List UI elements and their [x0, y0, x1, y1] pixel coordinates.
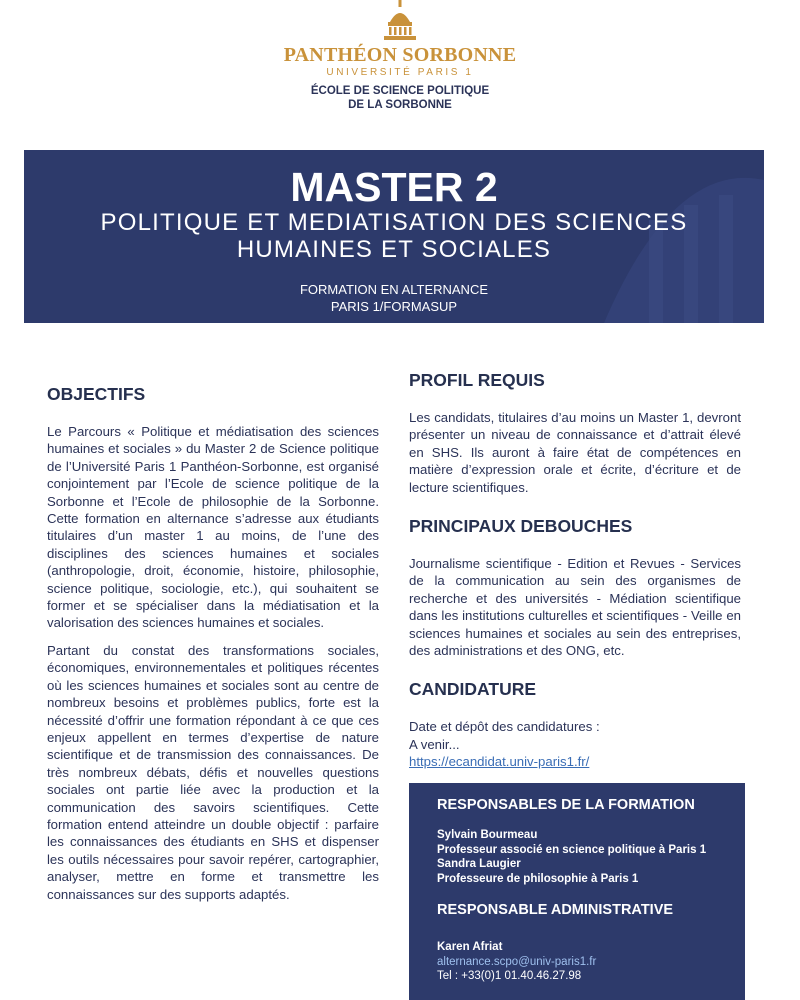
debouches-text: Journalisme scientifique - Edition et Revues - Services de la communication au sein des organismes de recherche et des universités - Médiation scientifique dans les institutions culturelles et scientifiques - Veille en sciences humaines et sociales au sein des entreprises, des administrations et des ONG, etc. [409, 556, 741, 659]
admin-email-link[interactable]: alternance.scpo@univ-paris1.fr [437, 955, 597, 968]
pantheon-dome-icon [376, 0, 424, 44]
profil-section [409, 370, 741, 496]
responsables-box [409, 783, 745, 1000]
candidature-heading: CANDIDATURE [409, 679, 537, 700]
school-name-line2: DE LA SORBONNE [348, 99, 452, 111]
banner-subtitle-line1: POLITIQUE ET MEDIATISATION DES SCIENCES [100, 209, 688, 236]
profil-heading: PROFIL REQUIS [409, 370, 545, 390]
banner-formation-line2: PARIS 1/FORMASUP [330, 299, 458, 314]
objectifs-paragraph-2: Partant du constat des transformations sociales, économiques, environnementales et politiques récentes où les sciences humaines et sociales sont au centre de nombreux besoins et problèmes publics, forte est la nécessité d’offrir une formation répondant à ce que ces enjeux appellent en termes d’expertise de nature scientifique et de transmission des connaissances. De très nombreux débats, défis et nouvelles questions sociales ont partie liée avec la production et la communication des savoirs scientifiques. Cette formation entend atteindre un double objectif : parfaire les connaissances des étudiants en SHS et dispenser les outils nécessaires pour savoir repérer, cartographier, analyser, mettre en forme et transmettre les connaissances sur des supports adaptés. [47, 642, 379, 902]
objectifs-heading: OBJECTIFS [47, 384, 146, 404]
banner-title: MASTER 2 [290, 164, 498, 210]
university-subtitle: UNIVERSITÉ PARIS 1 [326, 67, 474, 78]
person1-name: Sylvain Bourmeau [437, 829, 538, 841]
responsables-heading: RESPONSABLES DE LA FORMATION [437, 797, 695, 813]
profil-text: Les candidats, titulaires d’au moins un Master 1, devront présenter un niveau de connaissance et d’attrait élevé en SHS. Ils auront à faire état de compétences en matière d’expression orale et écrite, d’écriture et de lecture scientifiques. [409, 410, 741, 495]
right-column [409, 370, 741, 791]
objectifs-paragraph-1: Le Parcours « Politique et médiatisation des sciences humaines et sociales » du Master 2 de Science politique de l’Université Paris 1 Panthéon-Sorbonne, est organisé conjointement par l’Ecole de science politique de la Sorbonne et l’Ecole de philosophie de la Sorbonne. Cette formation en alternance s’adresse aux étudiants titulaires d’un master 1 au moins, de l’une des disciplines des sciences humaines et sociales (anthropologie, droit, économie, histoire, philosophie, science politique, sociologie, etc.), qui souhaitent se former et se spécialiser dans la médiatisation et la valorisation des sciences humaines et sociales. [47, 424, 379, 631]
person2-role: Professeure de philosophie à Paris 1 [437, 872, 639, 885]
banner-formation-line1: FORMATION EN ALTERNANCE [299, 282, 489, 297]
candidature-section [409, 679, 741, 770]
ecandidat-link[interactable]: https://ecandidat.univ-paris1.fr/ [409, 754, 590, 770]
title-banner [24, 150, 764, 323]
person1-role: Professeur associé en science politique à Paris 1 [437, 843, 707, 856]
admin-name: Karen Afriat [437, 941, 503, 953]
admin-phone: Tel : +33(0)1 01.40.46.27.98 [437, 970, 582, 983]
banner-subtitle-line2: HUMAINES ET SOCIALES [236, 236, 552, 263]
candidature-status: A venir... [409, 736, 460, 752]
debouches-section [409, 516, 741, 659]
admin-heading: RESPONSABLE ADMINISTRATIVE [437, 902, 674, 918]
candidature-date-label: Date et dépôt des candidatures : [409, 719, 600, 735]
person2-name: Sandra Laugier [437, 858, 521, 871]
university-name: PANTHÉON SORBONNE [283, 44, 517, 66]
objectifs-section [47, 384, 379, 903]
banner-subtitle [24, 209, 764, 263]
banner-formation [24, 281, 764, 315]
debouches-heading: PRINCIPAUX DEBOUCHES [409, 516, 633, 537]
school-name-line1: ÉCOLE DE SCIENCE POLITIQUE [310, 85, 490, 97]
